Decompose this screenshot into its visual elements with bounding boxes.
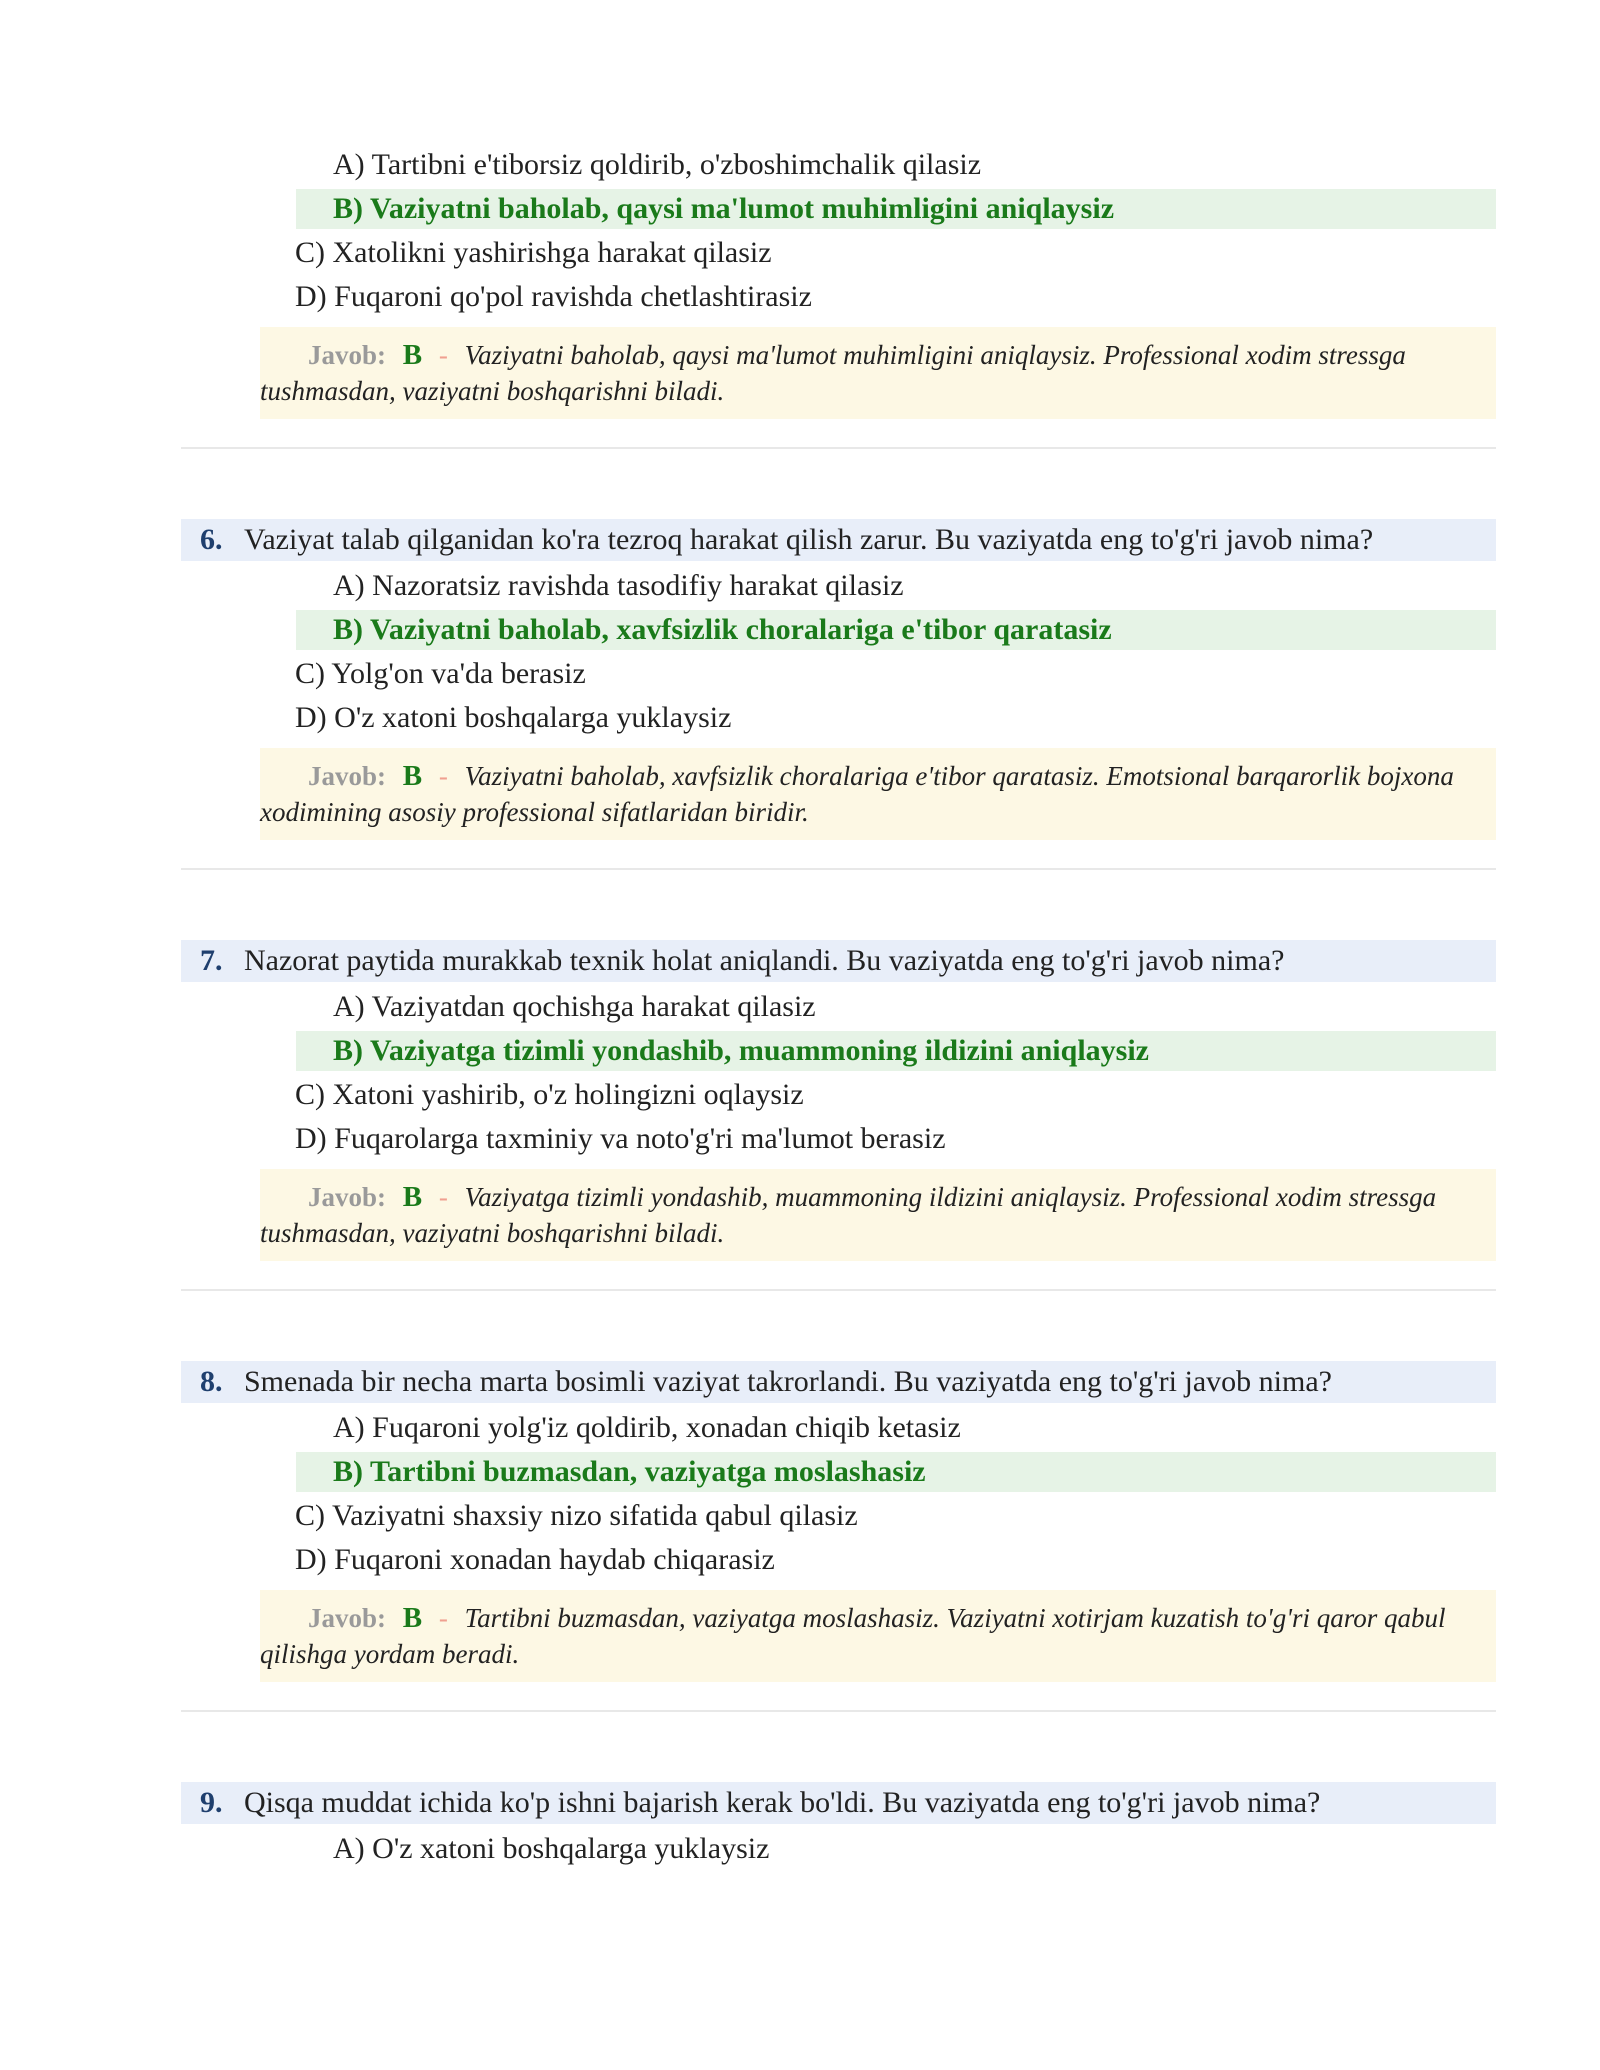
q6-question — [181, 519, 1496, 561]
q7-answer-explanation: Vaziyatga tizimli yondashib, muammoning ildizini aniqlaysiz. Professional xodim stressga tushmasdan, vaziyatni boshqarishni biladi. — [260, 1182, 1437, 1248]
q5-answer-label: Javob: — [308, 340, 387, 370]
q8-answer-key: B — [402, 1602, 423, 1634]
q5-answer-explanation: Vaziyatni baholab, qaysi ma'lumot muhimligini aniqlaysiz. Professional xodim stressga tushmasdan, vaziyatni boshqarishni biladi. — [260, 340, 1406, 406]
q6-answer-explanation: Vaziyatni baholab, xavfsizlik choralariga e'tibor qaratasiz. Emotsional barqarorlik bojxona xodimining asosiy professional sifatlaridan biridir. — [260, 761, 1454, 827]
q6-option-c: C) Yolg'on va'da berasiz — [295, 657, 586, 690]
q8-option-d: D) Fuqaroni xonadan haydab chiqarasiz — [295, 1543, 775, 1576]
divider — [181, 447, 1496, 449]
divider — [181, 1289, 1496, 1291]
q8-answer-explanation: Tartibni buzmasdan, vaziyatga moslashasiz. Vaziyatni xotirjam kuzatish to'g'ri qaror qabul qilishga yordam beradi. — [260, 1603, 1446, 1669]
q9-option-a: A) O'z xatoni boshqalarga yuklaysiz — [333, 1832, 770, 1865]
q7-number: 7. — [200, 944, 223, 977]
q7-answer-dash: - — [438, 1182, 448, 1212]
q7-option-b-correct: B) Vaziyatga tizimli yondashib, muammoning ildizini aniqlaysiz — [296, 1031, 1496, 1071]
q8-question — [181, 1361, 1496, 1403]
q7-option-c: C) Xatoni yashirib, o'z holingizni oqlaysiz — [295, 1078, 804, 1111]
divider — [181, 868, 1496, 870]
q6-answer-key: B — [402, 760, 423, 792]
q7-option-d: D) Fuqarolarga taxminiy va noto'g'ri ma'lumot berasiz — [295, 1122, 946, 1155]
q8-answer-dash: - — [438, 1603, 448, 1633]
q7-answer-label: Javob: — [308, 1182, 387, 1212]
q6-option-b-correct: B) Vaziyatni baholab, xavfsizlik choralariga e'tibor qaratasiz — [296, 610, 1496, 650]
q5-option-a: A) Tartibni e'tiborsiz qoldirib, o'zboshimchalik qilasiz — [333, 148, 982, 181]
q9-text: Qisqa muddat ichida ko'p ishni bajarish kerak bo'ldi. Bu vaziyatda eng to'g'ri javob nima? — [244, 1786, 1321, 1819]
q6-answer-box — [260, 748, 1496, 840]
q6-answer-dash: - — [438, 761, 448, 791]
q5-option-c: C) Xatolikni yashirishga harakat qilasiz — [295, 236, 772, 269]
q9-question — [181, 1782, 1496, 1824]
q5-answer-key: B — [402, 339, 423, 371]
q8-answer-label: Javob: — [308, 1603, 387, 1633]
q7-option-a: A) Vaziyatdan qochishga harakat qilasiz — [333, 990, 816, 1023]
q7-answer-key: B — [402, 1181, 423, 1213]
q5-answer-box — [260, 327, 1496, 419]
q5-answer-dash: - — [438, 340, 448, 370]
divider — [181, 1710, 1496, 1712]
q6-number: 6. — [200, 523, 223, 556]
q9-number: 9. — [200, 1786, 223, 1819]
q5-option-b-correct: B) Vaziyatni baholab, qaysi ma'lumot muhimligini aniqlaysiz — [296, 189, 1496, 229]
q8-text: Smenada bir necha marta bosimli vaziyat takrorlandi. Bu vaziyatda eng to'g'ri javob nima? — [244, 1365, 1332, 1398]
q5-option-d: D) Fuqaroni qo'pol ravishda chetlashtirasiz — [295, 280, 812, 313]
q6-answer-label: Javob: — [308, 761, 387, 791]
q8-option-c: C) Vaziyatni shaxsiy nizo sifatida qabul qilasiz — [295, 1499, 858, 1532]
q7-text: Nazorat paytida murakkab texnik holat aniqlandi. Bu vaziyatda eng to'g'ri javob nima? — [244, 944, 1285, 977]
q8-option-b-correct: B) Tartibni buzmasdan, vaziyatga moslashasiz — [296, 1452, 1496, 1492]
q8-option-a: A) Fuqaroni yolg'iz qoldirib, xonadan chiqib ketasiz — [333, 1411, 961, 1444]
q8-answer-box — [260, 1590, 1496, 1682]
q7-answer-box — [260, 1169, 1496, 1261]
q7-question — [181, 940, 1496, 982]
q6-text: Vaziyat talab qilganidan ko'ra tezroq harakat qilish zarur. Bu vaziyatda eng to'g'ri javob nima? — [244, 523, 1374, 556]
q6-option-a: A) Nazoratsiz ravishda tasodifiy harakat qilasiz — [333, 569, 904, 602]
q6-option-d: D) O'z xatoni boshqalarga yuklaysiz — [295, 701, 732, 734]
q8-number: 8. — [200, 1365, 223, 1398]
